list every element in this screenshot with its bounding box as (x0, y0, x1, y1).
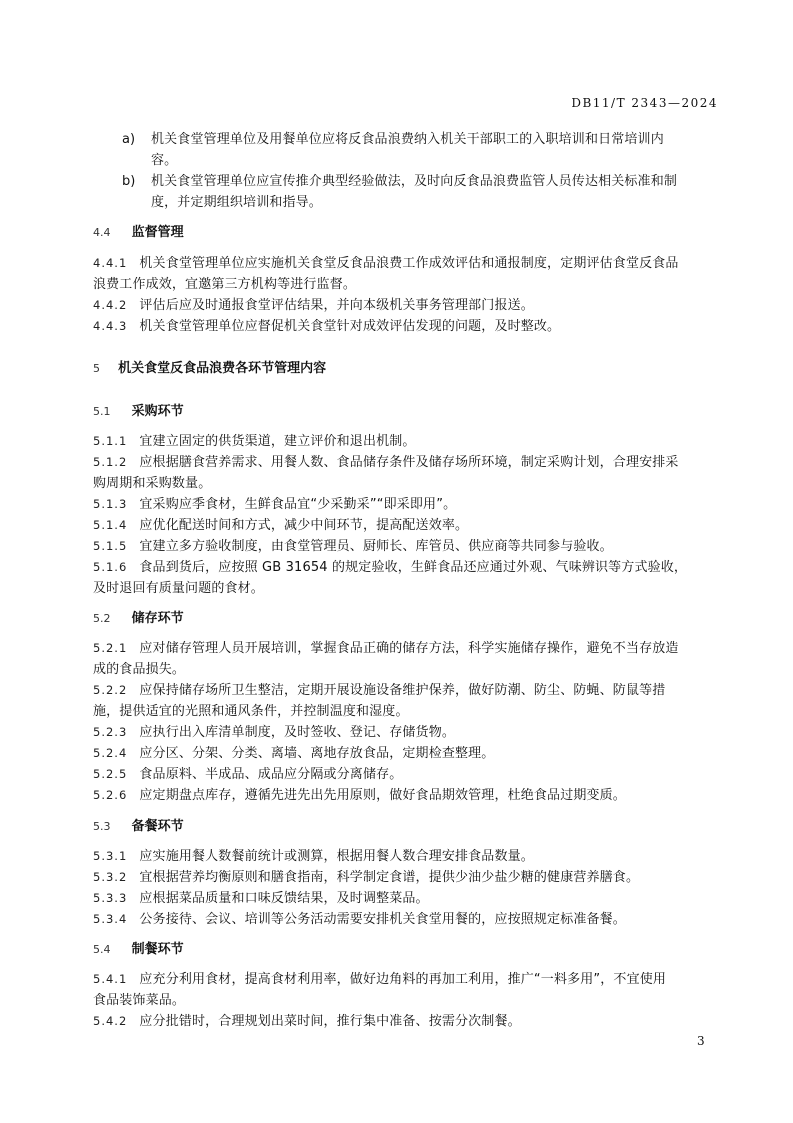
section-title: 储存环节 (131, 611, 184, 626)
clause-number: 5.2.6 (93, 788, 128, 802)
clause-text: 食品原料、半成品、成品应分隔或分离储存。 (139, 767, 403, 782)
section-heading-5-1 (93, 403, 184, 420)
clause-text: 应执行出入库清单制度，及时签收、登记、存储货物。 (139, 725, 456, 740)
section-number: 5.3 (93, 820, 111, 833)
clause-text: 应分批错时，合理规划出菜时间，推行集中准备、按需分次制餐。 (139, 1014, 521, 1029)
clause-text: 应根据菜品质量和口味反馈结果，及时调整菜品。 (139, 891, 429, 906)
clause-number: 5.1.5 (93, 539, 128, 553)
clause-5-2-5 (93, 766, 402, 783)
clause-number: 5.3.2 (93, 870, 128, 884)
clause-number: 5.1.6 (93, 560, 128, 574)
clause-number: 5.4.2 (93, 1014, 128, 1028)
clause-number: 5.1.1 (93, 434, 128, 448)
clause-text-line1: 应充分利用食材，提高食材利用率，做好边角料的再加工利用，推广“一料多用”，不宜使用 (139, 972, 667, 987)
clause-number: 5.1.3 (93, 497, 128, 511)
list-item-b-label: b) (122, 174, 136, 189)
section-heading-5-2 (93, 610, 184, 627)
clause-5-1-3 (93, 496, 456, 513)
clause-number: 5.3.1 (93, 849, 128, 863)
clause-5-4-1-line2: 食品装饰菜品。 (93, 993, 186, 1008)
clause-text: 评估后应及时通报食堂评估结果，并向本级机关事务管理部门报送。 (139, 298, 534, 313)
clause-number: 5.3.4 (93, 912, 128, 926)
clause-4-4-2 (93, 297, 534, 314)
clause-5-1-5 (93, 538, 613, 555)
clause-text: 应分区、分架、分类、离墙、离地存放食品，定期检查整理。 (139, 746, 495, 761)
clause-5-2-6 (93, 787, 626, 804)
clause-text-line1: 应根据膳食营养需求、用餐人数、食品储存条件及储存场所环境，制定采购计划，合理安排采 (139, 455, 679, 470)
section-title: 制餐环节 (131, 942, 184, 957)
list-item-b-line1: 机关食堂管理单位应宣传推介典型经验做法，及时向反食品浪费监管人员传达相关标准和制 (151, 174, 678, 189)
clause-5-2-3 (93, 724, 455, 741)
list-item-a-line2: 容。 (151, 153, 178, 168)
clause-text: 公务接待、会议、培训等公务活动需要安排机关食堂用餐的，应按照规定标准备餐。 (139, 912, 626, 927)
clause-number: 5.2.2 (93, 683, 128, 697)
clause-5-1-4 (93, 517, 468, 534)
clause-number: 5.3.3 (93, 891, 128, 905)
clause-text-line1: 食品到货后，应按照 GB 31654 的规定验收，生鲜食品还应通过外观、气味辨识等方式验收， (139, 560, 688, 575)
section-number: 5.1 (93, 405, 111, 418)
clause-text: 宜建立多方验收制度，由食堂管理员、厨师长、库管员、供应商等共同参与验收。 (139, 539, 613, 554)
clause-number: 5.1.4 (93, 518, 128, 532)
section-heading-4-4 (93, 224, 184, 241)
chapter-heading-5 (93, 360, 326, 377)
clause-number: 5.2.4 (93, 746, 128, 760)
clause-text: 宜根据营养均衡原则和膳食指南，科学制定食谱，提供少油少盐少糖的健康营养膳食。 (139, 870, 640, 885)
section-heading-5-3 (93, 818, 184, 835)
clause-number: 5.1.2 (93, 455, 128, 469)
clause-5-4-1 (93, 971, 666, 988)
clause-5-2-1 (93, 640, 679, 657)
clause-5-3-3 (93, 890, 429, 907)
clause-5-2-1-line2: 成的食品损失。 (93, 662, 186, 677)
clause-5-2-2 (93, 682, 665, 699)
clause-4-4-3 (93, 318, 560, 335)
clause-5-1-6 (93, 559, 687, 576)
clause-4-4-1-line2: 浪费工作成效，宜邀第三方机构等进行监督。 (93, 277, 357, 292)
list-item-a-label: a) (122, 132, 136, 147)
section-number: 5.2 (93, 612, 111, 625)
clause-number: 4.4.3 (93, 319, 128, 333)
clause-4-4-1 (93, 255, 679, 272)
clause-5-1-2-line2: 购周期和采购数量。 (93, 476, 212, 491)
clause-5-3-2 (93, 869, 639, 886)
clause-number: 5.4.1 (93, 972, 128, 986)
clause-5-3-4 (93, 911, 626, 928)
chapter-number: 5 (93, 362, 100, 375)
clause-number: 5.2.3 (93, 725, 128, 739)
clause-number: 4.4.2 (93, 298, 128, 312)
clause-5-3-1 (93, 848, 534, 865)
clause-text: 应优化配送时间和方式，减少中间环节，提高配送效率。 (139, 518, 469, 533)
clause-5-4-2 (93, 1013, 521, 1030)
clause-number: 5.2.5 (93, 767, 128, 781)
clause-text: 应实施用餐人数餐前统计或测算，根据用餐人数合理安排食品数量。 (139, 849, 534, 864)
clause-text: 宜建立固定的供货渠道，建立评价和退出机制。 (139, 434, 416, 449)
chapter-title: 机关食堂反食品浪费各环节管理内容 (118, 361, 327, 376)
clause-5-1-1 (93, 433, 416, 450)
section-title: 采购环节 (131, 404, 184, 419)
document-code: DB11/T 2343—2024 (571, 96, 718, 110)
clause-number: 5.2.1 (93, 641, 128, 655)
section-title: 备餐环节 (131, 819, 184, 834)
clause-5-2-2-line2: 施，提供适宜的光照和通风条件，并控制温度和湿度。 (93, 704, 409, 719)
clause-text-line1: 机关食堂管理单位应实施机关食堂反食品浪费工作成效评估和通报制度，定期评估食堂反食品 (139, 256, 679, 271)
section-number: 4.4 (93, 226, 111, 239)
section-heading-5-4 (93, 941, 184, 958)
clause-number: 4.4.1 (93, 256, 128, 270)
clause-text: 机关食堂管理单位应督促机关食堂针对成效评估发现的问题，及时整改。 (139, 319, 561, 334)
section-title: 监督管理 (131, 225, 184, 240)
clause-5-1-2 (93, 454, 679, 471)
clause-text: 宜采购应季食材，生鲜食品宜“少采勤采”“即采即用”。 (139, 497, 457, 512)
section-number: 5.4 (93, 943, 111, 956)
clause-text-line1: 应保持储存场所卫生整洁，定期开展设施设备维护保养，做好防潮、防尘、防蝇、防鼠等措 (139, 683, 666, 698)
clause-text: 应定期盘点库存，遵循先进先出先用原则，做好食品期效管理，杜绝食品过期变质。 (139, 788, 626, 803)
list-item-a-line1: 机关食堂管理单位及用餐单位应将反食品浪费纳入机关干部职工的入职培训和日常培训内 (151, 132, 664, 147)
clause-5-2-4 (93, 745, 494, 762)
page-number: 3 (697, 1034, 705, 1048)
list-item-b-line2: 度，并定期组织培训和指导。 (151, 195, 322, 210)
clause-text-line1: 应对储存管理人员开展培训，掌握食品正确的储存方法，科学实施储存操作，避免不当存放造 (139, 641, 679, 656)
clause-5-1-6-line2: 及时退回有质量问题的食材。 (93, 581, 264, 596)
